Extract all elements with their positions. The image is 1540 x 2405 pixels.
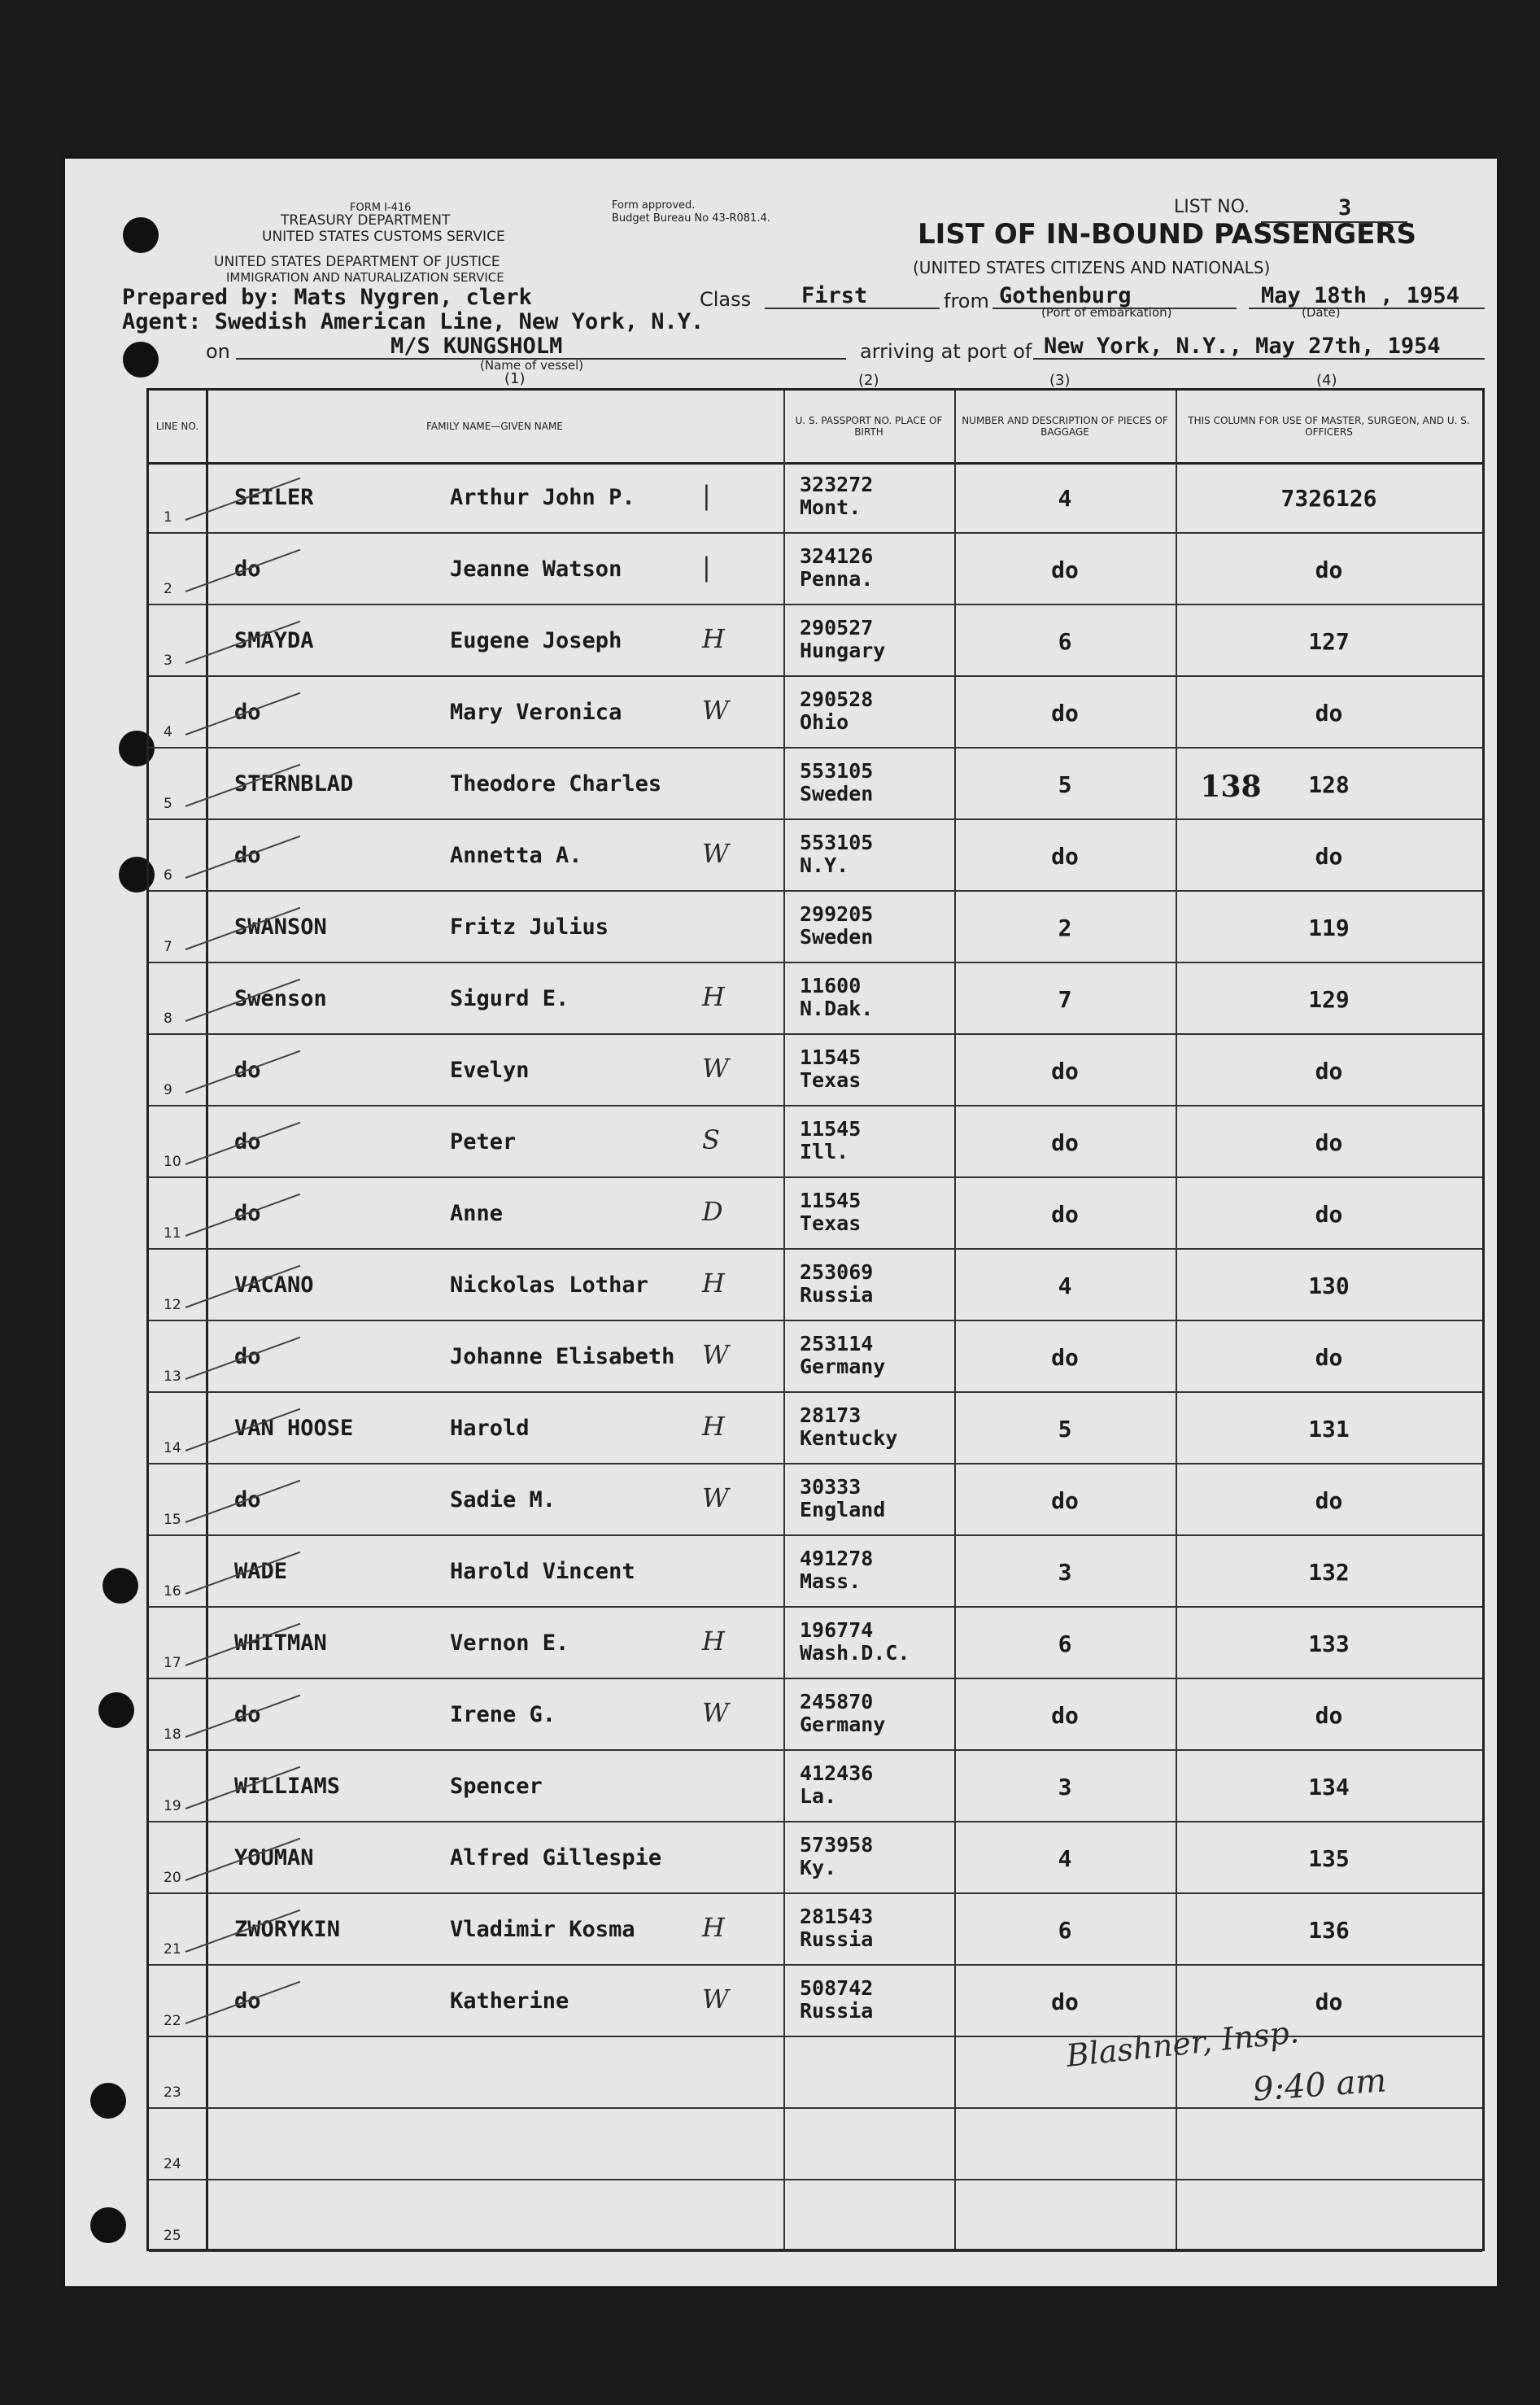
check-mark [185,1122,301,1165]
table-row [149,963,1482,1035]
table-row [149,677,1482,749]
place-of-birth: Ill. [800,1140,849,1163]
place-of-birth: Wash.D.C. [800,1641,910,1665]
passport-number: 30333 [800,1475,862,1499]
family-name: YOUMAN [234,1845,314,1870]
given-name: Vladimir Kosma [450,1917,635,1942]
passport-number: 324126 [800,544,874,568]
officer-number: 130 [1308,1272,1350,1299]
family-name: do [234,1702,261,1727]
family-name: do [234,1988,261,2014]
given-name: Johanne Elisabeth [450,1344,675,1369]
officer-number: do [1315,1058,1343,1085]
line-number: 8 [164,1010,172,1027]
family-name: ZWORYKIN [234,1917,341,1942]
given-name: Nickolas Lothar [450,1272,648,1298]
officer-number: do [1315,1201,1343,1228]
line-number: 18 [164,1726,181,1743]
family-name: do [234,557,261,582]
vessel-caption: (Name of vessel) [480,358,584,373]
vessel-name: M/S KUNGSHOLM [390,334,563,359]
check-mark [185,836,301,879]
officer-number: 129 [1308,986,1350,1013]
col-header-officers: THIS COLUMN FOR USE OF MASTER, SURGEON, AND U. S. OFFICERS [1188,415,1470,438]
punch-hole [123,217,159,253]
passport-number: 11545 [800,1045,862,1069]
officer-number: do [1315,1988,1343,2015]
baggage-count: 5 [1058,771,1072,798]
baggage-count: do [1051,1058,1079,1085]
line-number: 4 [164,724,172,740]
col-num-2: (2) [858,372,879,389]
table-row [149,1106,1482,1178]
class-label: Class [700,288,752,311]
punch-hole [123,342,159,378]
officer-number: 7326126 [1280,485,1377,512]
prepared-by: Prepared by: Mats Nygren, clerk [122,285,532,310]
line-number: 12 [164,1297,181,1313]
passport-number: 553105 [800,831,874,854]
given-name: Jeanne Watson [450,557,622,582]
table-row [149,820,1482,892]
line-number: 25 [164,2228,181,2244]
passport-number: 412436 [800,1761,874,1785]
family-name: STERNBLAD [234,771,354,797]
place-of-birth: La. [800,1784,837,1808]
passport-number: 281543 [800,1905,874,1928]
table-row [149,1751,1482,1822]
place-of-birth: Penna. [800,567,874,591]
page-subtitle: (UNITED STATES CITIZENS AND NATIONALS) [913,258,1271,277]
passport-number: 11545 [800,1189,862,1212]
date-departure: May 18th , 1954 [1261,283,1459,308]
passport-number: 11545 [800,1117,862,1141]
relationship-mark: S [702,1124,720,1155]
passport-number: 253114 [800,1332,874,1355]
baggage-count: 5 [1058,1416,1072,1443]
family-name: do [234,1487,261,1512]
family-name: SEILER [234,485,314,510]
budget-bureau: Budget Bureau No 43-R081.4. [612,212,770,225]
officer-number: do [1315,1702,1343,1729]
dept-treasury: TREASURY DEPARTMENT [281,212,451,229]
from-label: from [944,290,989,312]
line-number: 15 [164,1512,181,1528]
given-name: Mary Veronica [450,700,622,725]
line-number: 14 [164,1440,181,1456]
relationship-mark: W [702,1984,729,2014]
baggage-count: 4 [1058,1272,1072,1299]
col-header-name: FAMILY NAME—GIVEN NAME [426,421,563,432]
baggage-count: 4 [1058,1845,1072,1872]
baggage-count: do [1051,1988,1079,2015]
line-number: 23 [164,2084,181,2101]
table-row [149,534,1482,605]
passport-number: 290527 [800,616,874,639]
family-name: Swenson [234,986,327,1011]
officer-number: 128 [1308,771,1350,798]
baggage-count: 3 [1058,1774,1072,1800]
col-num-4: (4) [1316,372,1337,389]
relationship-mark: | [702,552,711,583]
given-name: Theodore Charles [450,771,662,797]
check-mark [185,1194,301,1237]
passport-number: 290528 [800,687,874,711]
passport-number: 253069 [800,1260,874,1284]
class-value: First [801,283,868,308]
table-row [149,1894,1482,1966]
punch-hole [103,1568,138,1604]
baggage-count: do [1051,1702,1079,1729]
form-approved: Form approved. [612,199,696,212]
punch-hole [98,1692,134,1728]
table-row [149,892,1482,963]
passport-number: 28173 [800,1403,862,1427]
given-name: Annetta A. [450,843,582,868]
officer-number: 136 [1308,1917,1350,1944]
given-name: Fritz Julius [450,914,609,940]
family-name: SWANSON [234,914,327,940]
from-value: Gothenburg [999,283,1132,308]
relationship-mark: W [702,838,729,869]
col-num-1: (1) [504,370,526,387]
table-row [149,1464,1482,1536]
place-of-birth: Ohio [800,710,849,734]
form-number: FORM I-416 [350,202,412,214]
family-name: do [234,1058,261,1083]
given-name: Sadie M. [450,1487,556,1512]
baggage-count: 6 [1058,1917,1072,1944]
table-row [149,1321,1482,1393]
baggage-count: do [1051,1201,1079,1228]
line-number: 5 [164,796,172,812]
family-name: do [234,1201,261,1226]
place-of-birth: Mass. [800,1569,862,1593]
agent: Agent: Swedish American Line, New York, N.Y. [122,309,705,334]
baggage-count: do [1051,1129,1079,1156]
place-of-birth: Sweden [800,925,874,949]
date-caption: (Date) [1302,305,1341,320]
family-name: WHITMAN [234,1630,327,1656]
given-name: Katherine [450,1988,569,2014]
check-mark [185,692,301,735]
passport-number: 245870 [800,1690,874,1713]
officer-note: 138 [1200,770,1262,804]
relationship-mark: W [702,1482,729,1513]
place-of-birth: Texas [800,1211,862,1235]
place-of-birth: Germany [800,1355,886,1378]
given-name: Arthur John P. [450,485,635,510]
family-name: SMAYDA [234,628,314,653]
given-name: Alfred Gillespie [450,1845,662,1870]
officer-number: do [1315,1129,1343,1156]
line-number: 16 [164,1583,181,1600]
table-row [149,462,1482,534]
place-of-birth: Texas [800,1068,862,1092]
given-name: Vernon E. [450,1630,569,1656]
given-name: Peter [450,1129,517,1154]
table-row [149,749,1482,820]
table-row [149,2180,1482,2252]
col-header-passport: U. S. PASSPORT NO. PLACE OF BIRTH [795,415,943,438]
given-name: Evelyn [450,1058,530,1083]
place-of-birth: Mont. [800,495,862,519]
place-of-birth: Germany [800,1713,886,1736]
given-name: Anne [450,1201,504,1226]
relationship-mark: H [702,623,725,654]
check-mark [185,1050,301,1093]
line-number: 13 [164,1368,181,1385]
given-name: Sigurd E. [450,986,569,1011]
line-number: 24 [164,2156,181,2172]
officer-number: do [1315,843,1343,870]
dept-customs: UNITED STATES CUSTOMS SERVICE [262,229,505,245]
officer-number: do [1315,1487,1343,1514]
passport-number: 11600 [800,974,862,997]
line-number: 10 [164,1154,181,1170]
line-number: 21 [164,1941,181,1958]
family-name: WILLIAMS [234,1774,341,1799]
on-label: on [206,340,230,363]
relationship-mark: H [702,1268,725,1299]
officer-number: 134 [1308,1774,1350,1800]
family-name: do [234,843,261,868]
passport-number: 196774 [800,1618,874,1642]
relationship-mark: W [702,1053,729,1084]
baggage-count: 3 [1058,1559,1072,1586]
given-name: Harold Vincent [450,1559,635,1584]
table-row [149,1178,1482,1250]
place-of-birth: England [800,1498,886,1521]
officer-number: 127 [1308,628,1350,655]
baggage-count: 6 [1058,628,1072,655]
passport-number: 508742 [800,1976,874,2000]
dept-ins: IMMIGRATION AND NATURALIZATION SERVICE [226,270,504,285]
family-name: do [234,1129,261,1154]
line-number: 19 [164,1798,181,1814]
officer-number: 135 [1308,1845,1350,1872]
inspection-time: 9:40 am [1251,2062,1388,2109]
inspector-signature: Blashner, Insp. [1064,2014,1301,2074]
relationship-mark: W [702,695,729,726]
punch-hole [90,2207,126,2243]
table-row [149,1035,1482,1106]
col-header-line-no: LINE NO. [155,421,199,432]
passenger-table [146,388,1485,2251]
arriving-value: New York, N.Y., May 27th, 1954 [1044,334,1441,359]
table-header [149,391,1482,465]
family-name: VACANO [234,1272,314,1298]
dept-justice: UNITED STATES DEPARTMENT OF JUSTICE [214,254,500,270]
list-no-label: LIST NO. [1174,197,1250,217]
place-of-birth: Hungary [800,639,886,662]
check-mark [185,1337,301,1380]
place-of-birth: Russia [800,1927,874,1951]
table-row [149,1608,1482,1679]
baggage-count: do [1051,557,1079,583]
arriving-label: arriving at port of [860,340,1032,363]
punch-hole [90,2083,126,2119]
list-no-value: 3 [1338,195,1352,220]
relationship-mark: | [702,480,711,511]
place-of-birth: Sweden [800,782,874,805]
officer-number: do [1315,557,1343,583]
col-num-3: (3) [1049,372,1071,389]
baggage-count: do [1051,1487,1079,1514]
place-of-birth: N.Dak. [800,997,874,1020]
table-row [149,2109,1482,2180]
baggage-count: 4 [1058,485,1072,512]
place-of-birth: Russia [800,1999,874,2023]
check-mark [185,1981,301,2024]
baggage-count: do [1051,843,1079,870]
relationship-mark: W [702,1697,729,1728]
col-header-baggage: NUMBER AND DESCRIPTION OF PIECES OF BAGGAGE [962,415,1168,438]
officer-number: 132 [1308,1559,1350,1586]
family-name: do [234,700,261,725]
arriving-line [1033,358,1485,360]
passport-number: 553105 [800,759,874,783]
passport-number: 323272 [800,473,874,496]
family-name: VAN HOOSE [234,1416,354,1441]
check-mark [185,1480,301,1523]
table-row [149,1393,1482,1464]
baggage-count: 6 [1058,1630,1072,1657]
date-line [1249,308,1485,309]
passport-number: 491278 [800,1547,874,1570]
officer-number: do [1315,700,1343,727]
family-name: do [234,1344,261,1369]
relationship-mark: H [702,1912,725,1943]
line-number: 1 [164,509,172,526]
relationship-mark: H [702,1626,725,1656]
table-row [149,1250,1482,1321]
line-number: 17 [164,1655,181,1671]
relationship-mark: D [702,1196,723,1227]
given-name: Harold [450,1416,530,1441]
officer-number: 133 [1308,1630,1350,1657]
table-row [149,1536,1482,1608]
officer-number: 119 [1308,914,1350,941]
given-name: Eugene Joseph [450,628,622,653]
relationship-mark: W [702,1339,729,1370]
line-number: 7 [164,939,172,955]
baggage-count: 7 [1058,986,1072,1013]
line-number: 9 [164,1082,172,1098]
given-name: Irene G. [450,1702,556,1727]
table-row [149,605,1482,677]
place-of-birth: Ky. [800,1856,837,1879]
class-line [765,308,940,309]
place-of-birth: Russia [800,1283,874,1307]
page-title: LIST OF IN-BOUND PASSENGERS [918,218,1416,251]
given-name: Spencer [450,1774,543,1799]
relationship-mark: H [702,981,725,1012]
table-row [149,1822,1482,1894]
passport-number: 573958 [800,1833,874,1857]
line-number: 6 [164,867,172,884]
officer-number: 131 [1308,1416,1350,1443]
check-mark [185,1695,301,1738]
line-number: 11 [164,1225,181,1242]
officer-number: do [1315,1344,1343,1371]
place-of-birth: N.Y. [800,853,849,877]
place-of-birth: Kentucky [800,1426,898,1450]
check-mark [185,549,301,592]
baggage-count: do [1051,1344,1079,1371]
family-name: WADE [234,1559,288,1584]
baggage-count: do [1051,700,1079,727]
line-number: 2 [164,581,172,597]
table-row [149,1679,1482,1751]
line-number: 20 [164,1870,181,1886]
line-number: 22 [164,2013,181,2029]
relationship-mark: H [702,1411,725,1442]
passport-number: 299205 [800,902,874,926]
baggage-count: 2 [1058,914,1072,941]
line-number: 3 [164,653,172,669]
port-embark-caption: (Port of embarkation) [1041,305,1172,320]
